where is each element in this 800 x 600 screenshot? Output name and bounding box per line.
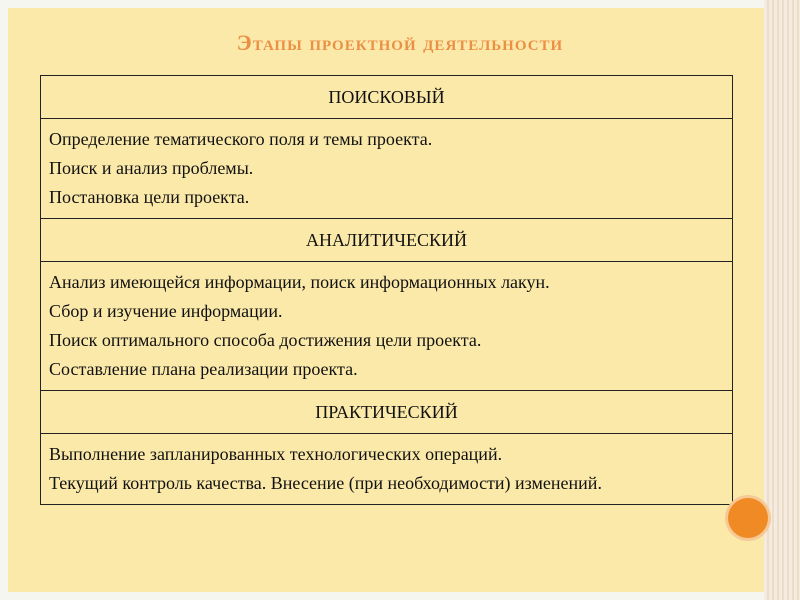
slide-title: Этапы проектной деятельности — [236, 30, 564, 55]
stage-row-search-body — [41, 119, 733, 219]
stage-line: Постановка цели проекта. — [49, 187, 250, 207]
stage-header-search: ПОИСКОВЫЙ — [41, 76, 733, 119]
stage-line: Поиск и анализ проблемы. — [49, 158, 254, 178]
stage-line: Поиск оптимального способа достижения цели проекта. — [49, 330, 482, 350]
decorative-circle — [728, 498, 768, 538]
stage-row-search-header — [41, 76, 733, 119]
stage-body-practical — [41, 434, 733, 505]
decorative-stripes — [764, 0, 800, 600]
stage-header-analytic: АНАЛИТИЧЕСКИЙ — [41, 219, 733, 262]
stage-line: Выполнение запланированных технологических операций. — [49, 444, 503, 464]
stage-line: Определение тематического поля и темы проекта. — [49, 129, 433, 149]
stage-body-analytic — [41, 262, 733, 391]
stage-row-practical-header — [41, 391, 733, 434]
stage-header-practical: ПРАКТИЧЕСКИЙ — [41, 391, 733, 434]
stage-row-analytic-header — [41, 219, 733, 262]
stages-table — [40, 75, 733, 505]
stage-line: Текущий контроль качества. Внесение (при необходимости) изменений. — [49, 473, 602, 493]
stage-line: Анализ имеющейся информации, поиск информационных лакун. — [49, 272, 550, 292]
stage-row-practical-body — [41, 434, 733, 505]
stage-line: Составление плана реализации проекта. — [49, 359, 358, 379]
stage-line: Сбор и изучение информации. — [49, 301, 283, 321]
stage-row-analytic-body — [41, 262, 733, 391]
stage-body-search — [41, 119, 733, 219]
